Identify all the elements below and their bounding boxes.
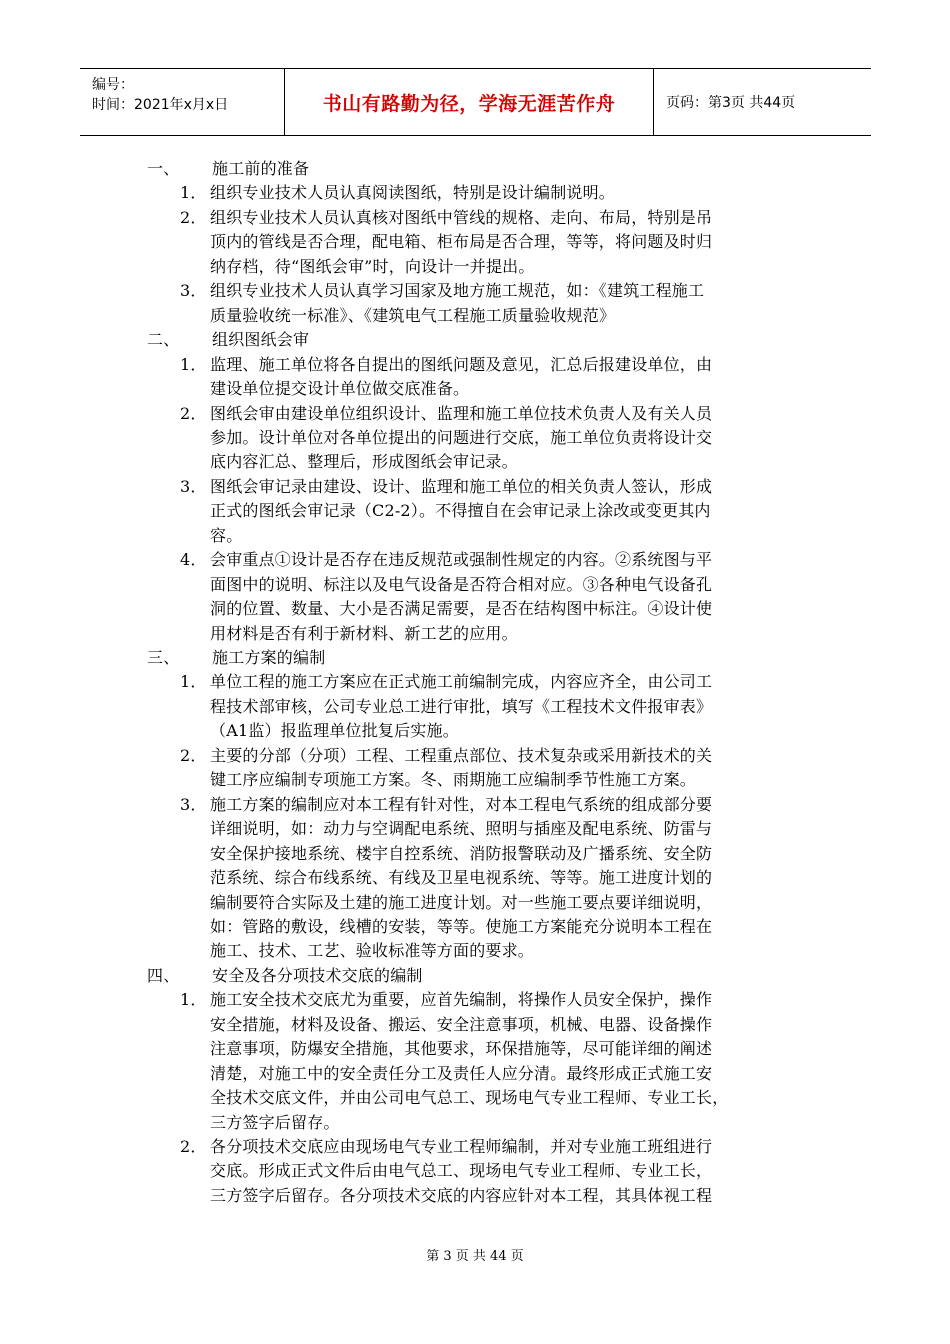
list-item-text-line: 主要的分部（分项）工程、工程重点部位、技术复杂或采用新技术的关 <box>210 745 713 765</box>
list-item-text-line: 建设单位提交设计单位做交底准备。 <box>210 379 470 399</box>
list-item-number: 1． <box>180 354 207 374</box>
list-item-text-line: 三方签字后留存。各分项技术交底的内容应针对本工程，其具体视工程 <box>210 1185 713 1205</box>
list-item-text-line: 洞的位置、数量、大小是否满足需要，是否在结构图中标注。④设计使 <box>210 599 713 619</box>
list-item-text-line: 图纸会审由建设单位组织设计、监理和施工单位技术负责人及有关人员 <box>210 403 713 423</box>
list-item-text-line: （A1监）报监理单位批复后实施。 <box>210 721 459 741</box>
header-page-info-cell <box>654 69 871 135</box>
list-item-text-line: 三方签字后留存。 <box>210 1112 340 1132</box>
list-item-text-line: 交底。形成正式文件后由电气总工、现场电气专业工程师、专业工长， <box>210 1161 713 1181</box>
section-title: 施工方案的编制 <box>212 648 326 667</box>
list-item-text-line: 正式的图纸会审记录（C2-2）。不得擅自在会审记录上涂改或变更其内 <box>210 501 711 521</box>
list-item-text-line: 施工、技术、工艺、验收标准等方面的要求。 <box>210 941 535 961</box>
list-item-number: 1． <box>180 183 207 203</box>
list-item-number: 1． <box>180 672 207 692</box>
page-footer: 第 3 页 共 44 页 <box>426 1249 524 1264</box>
document-date-label: 时间：2021年x月x日 <box>92 97 229 113</box>
document-number-label: 编号： <box>92 77 134 93</box>
list-item-text-line: 组织专业技术人员认真阅读图纸，特别是设计编制说明。 <box>210 183 616 203</box>
list-item-text-line: 用材料是否有利于新材料、新工艺的应用。 <box>210 623 518 643</box>
list-item-text-line: 单位工程的施工方案应在正式施工前编制完成，内容应齐全，由公司工 <box>210 672 713 692</box>
header-motto-cell <box>285 69 654 135</box>
list-item-text-line: 详细说明，如：动力与空调配电系统、照明与插座及配电系统、防雷与 <box>210 819 713 839</box>
list-item-number: 3． <box>180 281 207 301</box>
header-page-info: 页码：第3页 共44页 <box>666 95 796 111</box>
list-item-text-line: 安全措施，材料及设备、搬运、安全注意事项，机械、电器、设备操作 <box>210 1014 713 1034</box>
list-item-text-line: 注意事项，防爆安全措施，其他要求，环保措施等，尽可能详细的阐述 <box>210 1039 713 1059</box>
list-item-text-line: 顶内的管线是否合理，配电箱、柜布局是否合理，等等，将问题及时归 <box>210 232 713 252</box>
section-number: 四、 <box>147 965 180 985</box>
list-item-text-line: 组织专业技术人员认真学习国家及地方施工规范，如：《建筑工程施工 <box>210 281 705 301</box>
list-item-text-line: 纳存档，待“图纸会审”时，向设计一并提出。 <box>210 256 535 276</box>
page-header <box>80 68 871 136</box>
list-item-text-line: 施工安全技术交底尤为重要，应首先编制，将操作人员安全保护，操作 <box>210 990 713 1010</box>
header-meta <box>80 69 285 135</box>
section-title: 安全及各分项技术交底的编制 <box>212 965 423 985</box>
list-item-number: 2． <box>180 1137 207 1156</box>
list-item-text-line: 安全保护接地系统、楼宇自控系统、消防报警联动及广播系统、安全防 <box>210 843 713 863</box>
list-item-text-line: 底内容汇总、整理后，形成图纸会审记录。 <box>210 452 518 472</box>
list-item-text-line: 编制要符合实际及土建的施工进度计划。对一些施工要点要详细说明， <box>210 892 713 912</box>
list-item-text-line: 全技术交底文件，并由公司电气总工、现场电气专业工程师、专业工长， <box>210 1088 729 1108</box>
header-motto: 书山有路勤为径，学海无涯苦作舟 <box>322 92 616 115</box>
list-item-text-line: 容。 <box>210 525 243 545</box>
list-item-text-line: 程技术部审核，公司专业总工进行审批，填写《工程技术文件报审表》 <box>210 696 713 716</box>
list-item-text-line: 面图中的说明、标注以及电气设备是否符合相对应。③各种电气设备孔 <box>210 574 713 594</box>
list-item-number: 3． <box>180 476 207 496</box>
section-title: 组织图纸会审 <box>212 330 310 350</box>
list-item-number: 2． <box>180 403 207 423</box>
list-item-text-line: 监理、施工单位将各自提出的图纸问题及意见，汇总后报建设单位，由 <box>210 354 713 374</box>
list-item-number: 4． <box>180 550 207 570</box>
list-item-text-line: 键工序应编制专项施工方案。冬、雨期施工应编制季节性施工方案。 <box>210 770 697 790</box>
list-item-text-line: 施工方案的编制应对本工程有针对性，对本工程电气系统的组成部分要 <box>210 794 713 814</box>
list-item-text-line: 图纸会审记录由建设、设计、监理和施工单位的相关负责人签认，形成 <box>210 476 713 496</box>
list-item-number: 2． <box>180 207 207 227</box>
list-item-text-line: 如：管路的敷设，线槽的安装，等等。使施工方案能充分说明本工程在 <box>210 916 713 936</box>
list-item-text-line: 组织专业技术人员认真核对图纸中管线的规格、走向、布局，特别是吊 <box>210 207 713 227</box>
list-item-text-line: 范系统、综合布线系统、有线及卫星电视系统、等等。施工进度计划的 <box>210 868 713 888</box>
list-item-text-line: 质量验收统一标准》、《建筑电气工程施工质量验收规范》 <box>210 305 616 325</box>
section-title: 施工前的准备 <box>212 159 310 178</box>
list-item-text-line: 清楚，对施工中的安全责任分工及责任人应分清。最终形成正式施工安 <box>210 1063 713 1083</box>
section-number: 二、 <box>147 330 180 350</box>
section-number: 一、 <box>147 159 180 178</box>
list-item-number: 2． <box>180 745 207 765</box>
list-item-text-line: 会审重点①设计是否存在违反规范或强制性规定的内容。②系统图与平 <box>210 550 713 570</box>
list-item-text-line: 参加。设计单位对各单位提出的问题进行交底，施工单位负责将设计交 <box>210 427 713 447</box>
list-item-number: 1． <box>180 990 207 1010</box>
list-item-text-line: 各分项技术交底应由现场电气专业工程师编制，并对专业施工班组进行 <box>210 1137 713 1156</box>
section-number: 三、 <box>147 648 180 667</box>
list-item-number: 3． <box>180 794 207 814</box>
